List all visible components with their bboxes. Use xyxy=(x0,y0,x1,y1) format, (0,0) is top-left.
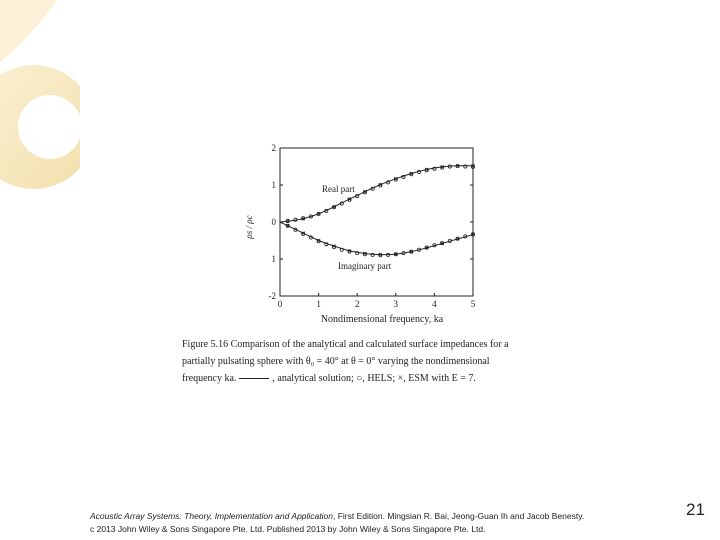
x-tick-label: 4 xyxy=(432,299,437,309)
gold-ring-shape xyxy=(0,65,80,189)
y-tick-label: -2 xyxy=(268,291,276,301)
citation-line-2: c 2013 John Wiley & Sons Singapore Pte. Ltd. Published 2013 by John Wiley & Sons Singapore Pte. Ltd. xyxy=(90,524,486,534)
x-tick-label: 2 xyxy=(354,299,360,309)
y-tick-label: 2 xyxy=(271,143,276,153)
caption-analytical: , analytical solution; xyxy=(272,373,354,384)
caption-hels: ○, HELS; xyxy=(356,373,396,384)
annotation-imaginary-part: Imaginary part xyxy=(338,261,392,271)
caption-frequency: frequency ka. xyxy=(182,373,237,384)
citation-footer xyxy=(90,510,680,536)
figure-caption xyxy=(182,336,542,387)
annotation-real-part: Real part xyxy=(322,184,355,194)
x-tick-label: 1 xyxy=(316,299,321,309)
impedance-chart xyxy=(240,138,485,313)
x-tick-label: 3 xyxy=(393,299,399,309)
legend-solid-line-icon xyxy=(239,378,269,379)
page-number: 21 xyxy=(686,500,705,519)
citation-line-1 xyxy=(90,510,680,523)
caption-line-3 xyxy=(182,370,542,387)
chart-ticks xyxy=(269,143,476,309)
y-axis-label: ρs / ρc xyxy=(244,215,254,239)
plot-frame xyxy=(280,148,473,296)
chart-axes xyxy=(280,148,473,296)
caption-line-2: partially pulsating sphere with θ₀ = 40° at θ = 0° varying the nondimensional xyxy=(182,356,490,367)
x-tick-label: 0 xyxy=(277,299,283,309)
x-tick-label: 5 xyxy=(470,299,476,309)
y-tick-label: 1 xyxy=(271,254,276,264)
analytical-line-0 xyxy=(280,166,473,222)
analytical-line-1 xyxy=(280,222,473,255)
x-axis-label: Nondimensional frequency, ka xyxy=(320,314,444,325)
y-tick-label: 1 xyxy=(271,180,276,190)
book-title: Acoustic Array Systems: Theory, Implementation and Application xyxy=(90,511,333,521)
slide-decoration xyxy=(0,0,90,200)
caption-esm: ×, ESM with E = 7. xyxy=(397,373,476,384)
corner-wave-shape xyxy=(0,0,58,62)
caption-line-1: Figure 5.16 Comparison of the analytical and calculated surface impedances for a xyxy=(182,339,509,350)
citation-authors: , First Edition. Mingsian R. Bai, Jeong-Guan Ih and Jacob Benesty. xyxy=(333,511,585,521)
y-tick-label: 0 xyxy=(271,217,276,227)
chart-series xyxy=(280,164,475,257)
